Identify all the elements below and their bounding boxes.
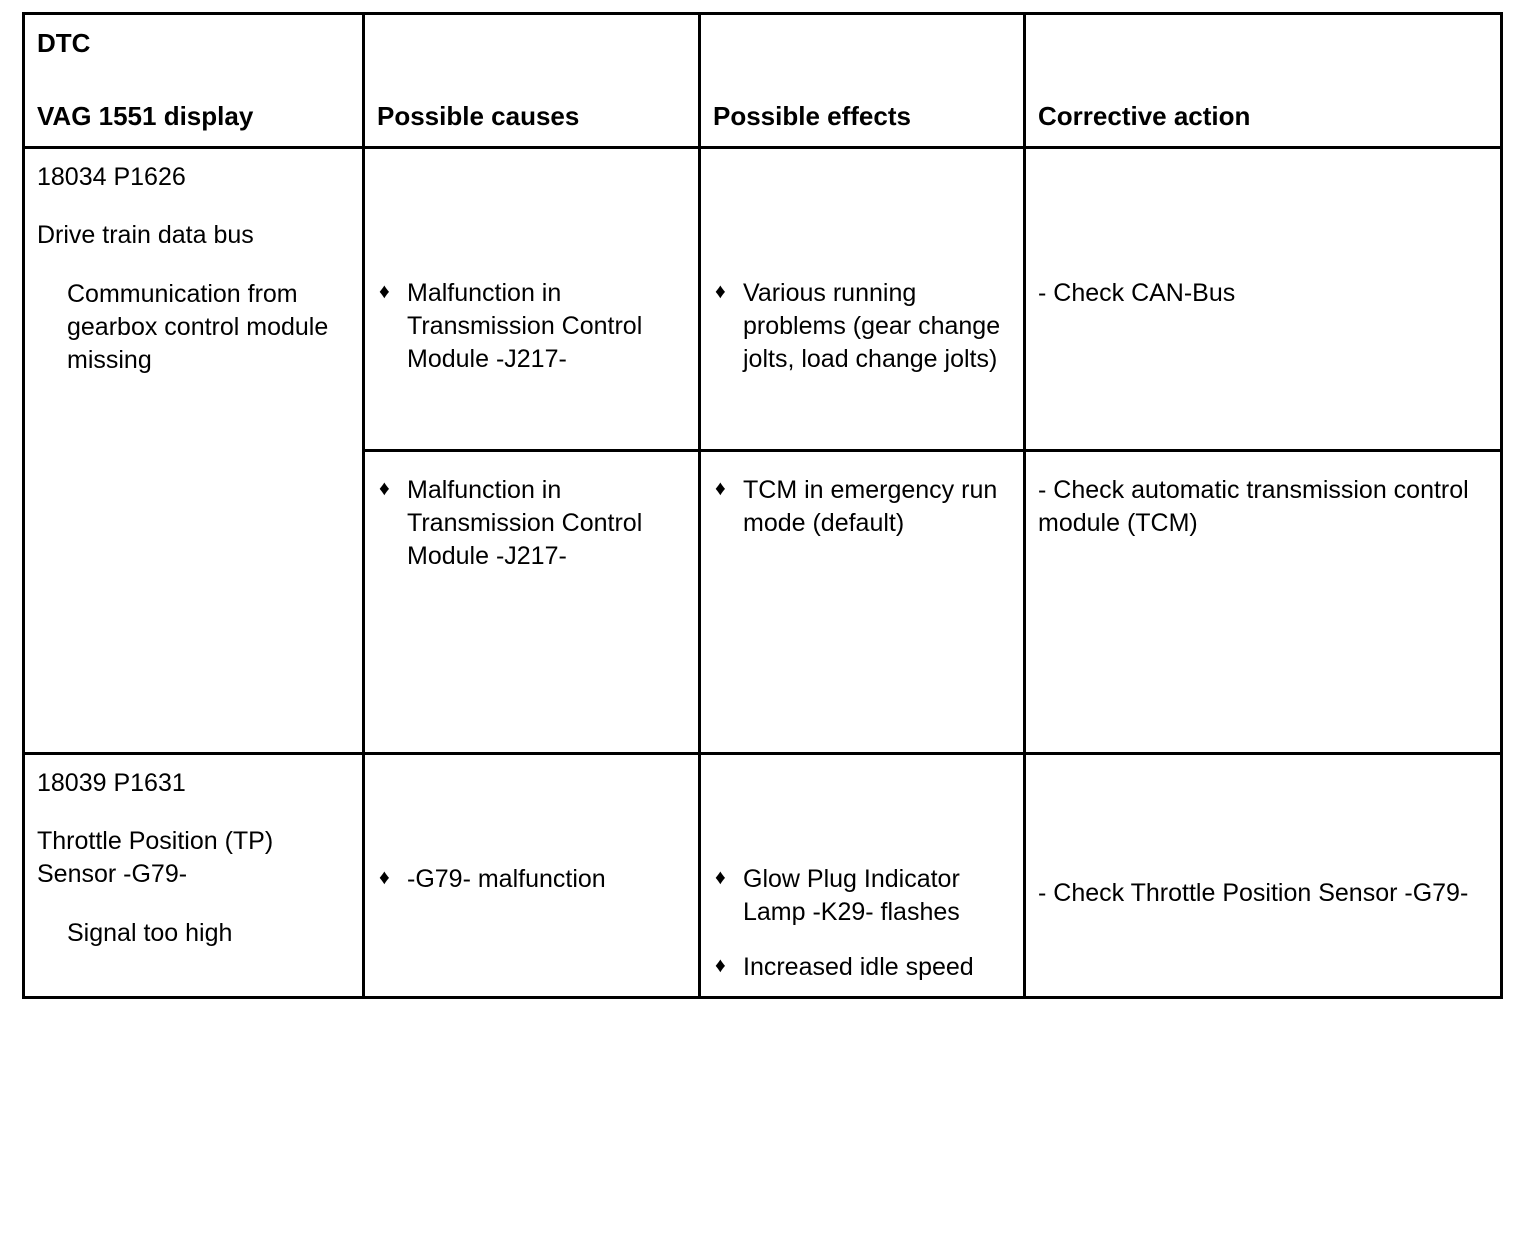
header-cell-causes	[364, 14, 700, 148]
dtc-description: Drive train data bus	[37, 221, 254, 250]
list-item	[713, 863, 1009, 930]
corrective-action-item: - Check Throttle Position Sensor -G79-	[1038, 878, 1469, 907]
cell-dtc-1	[24, 147, 364, 753]
header-cell-effects	[700, 14, 1025, 148]
causes-list	[377, 863, 684, 896]
cell-action-2	[1025, 753, 1502, 998]
list-item-label: -G79- malfunction	[407, 864, 606, 893]
table-header-row	[24, 14, 1502, 148]
list-item-label: Various running problems (gear change jolts, load change jolts)	[743, 278, 1001, 374]
diamond-bullet-icon: ♦	[715, 865, 726, 889]
cell-effects-1b	[700, 450, 1025, 753]
cell-action-1a	[1025, 147, 1502, 450]
header-dtc-line2: VAG 1551 display	[37, 101, 254, 132]
cell-effects-1a	[700, 147, 1025, 450]
causes-list	[377, 474, 684, 574]
diamond-bullet-icon: ♦	[379, 865, 390, 889]
header-dtc-line1: DTC	[37, 28, 91, 58]
list-item	[377, 474, 684, 574]
corrective-action-item: - Check automatic transmission control module (TCM)	[1038, 475, 1469, 537]
cell-action-1b	[1025, 450, 1502, 753]
diamond-bullet-icon: ♦	[379, 279, 390, 303]
cell-causes-1a	[364, 147, 700, 450]
list-item-label: TCM in emergency run mode (default)	[743, 475, 998, 537]
cell-effects-2	[700, 753, 1025, 998]
header-cell-dtc	[24, 14, 364, 148]
diamond-bullet-icon: ♦	[379, 476, 390, 500]
dtc-code: 18034 P1626	[37, 162, 186, 191]
list-item-label: Increased idle speed	[743, 953, 974, 982]
dtc-code: 18039 P1631	[37, 768, 186, 797]
list-item	[377, 277, 684, 377]
causes-list	[377, 277, 684, 377]
dtc-sub-description: Signal too high	[67, 919, 233, 948]
header-causes-label: Possible causes	[377, 100, 580, 131]
header-action-label: Corrective action	[1038, 100, 1251, 131]
corrective-action-item: - Check CAN-Bus	[1038, 278, 1236, 307]
list-item	[713, 474, 1009, 541]
effects-list	[713, 474, 1009, 541]
dtc-table	[22, 12, 1503, 999]
cell-causes-2	[364, 753, 700, 998]
cell-causes-1b	[364, 450, 700, 753]
diamond-bullet-icon: ♦	[715, 954, 726, 978]
table-row	[24, 147, 1502, 450]
list-item-label: Malfunction in Transmission Control Module -J217-	[407, 475, 643, 571]
header-cell-action	[1025, 14, 1502, 148]
dtc-description: Throttle Position (TP) Sensor -G79-	[37, 827, 274, 889]
list-item	[713, 951, 1009, 984]
list-item	[377, 863, 684, 896]
list-item	[713, 277, 1009, 377]
table-row	[24, 753, 1502, 998]
effects-list	[713, 863, 1009, 985]
diamond-bullet-icon: ♦	[715, 476, 726, 500]
effects-list	[713, 277, 1009, 377]
dtc-sub-description: Communication from gearbox control module missing	[67, 280, 329, 375]
cell-dtc-2	[24, 753, 364, 998]
diamond-bullet-icon: ♦	[715, 279, 726, 303]
list-item-label: Glow Plug Indicator Lamp -K29- flashes	[743, 864, 960, 926]
list-item-label: Malfunction in Transmission Control Module -J217-	[407, 278, 643, 374]
header-effects-label: Possible effects	[713, 100, 911, 131]
